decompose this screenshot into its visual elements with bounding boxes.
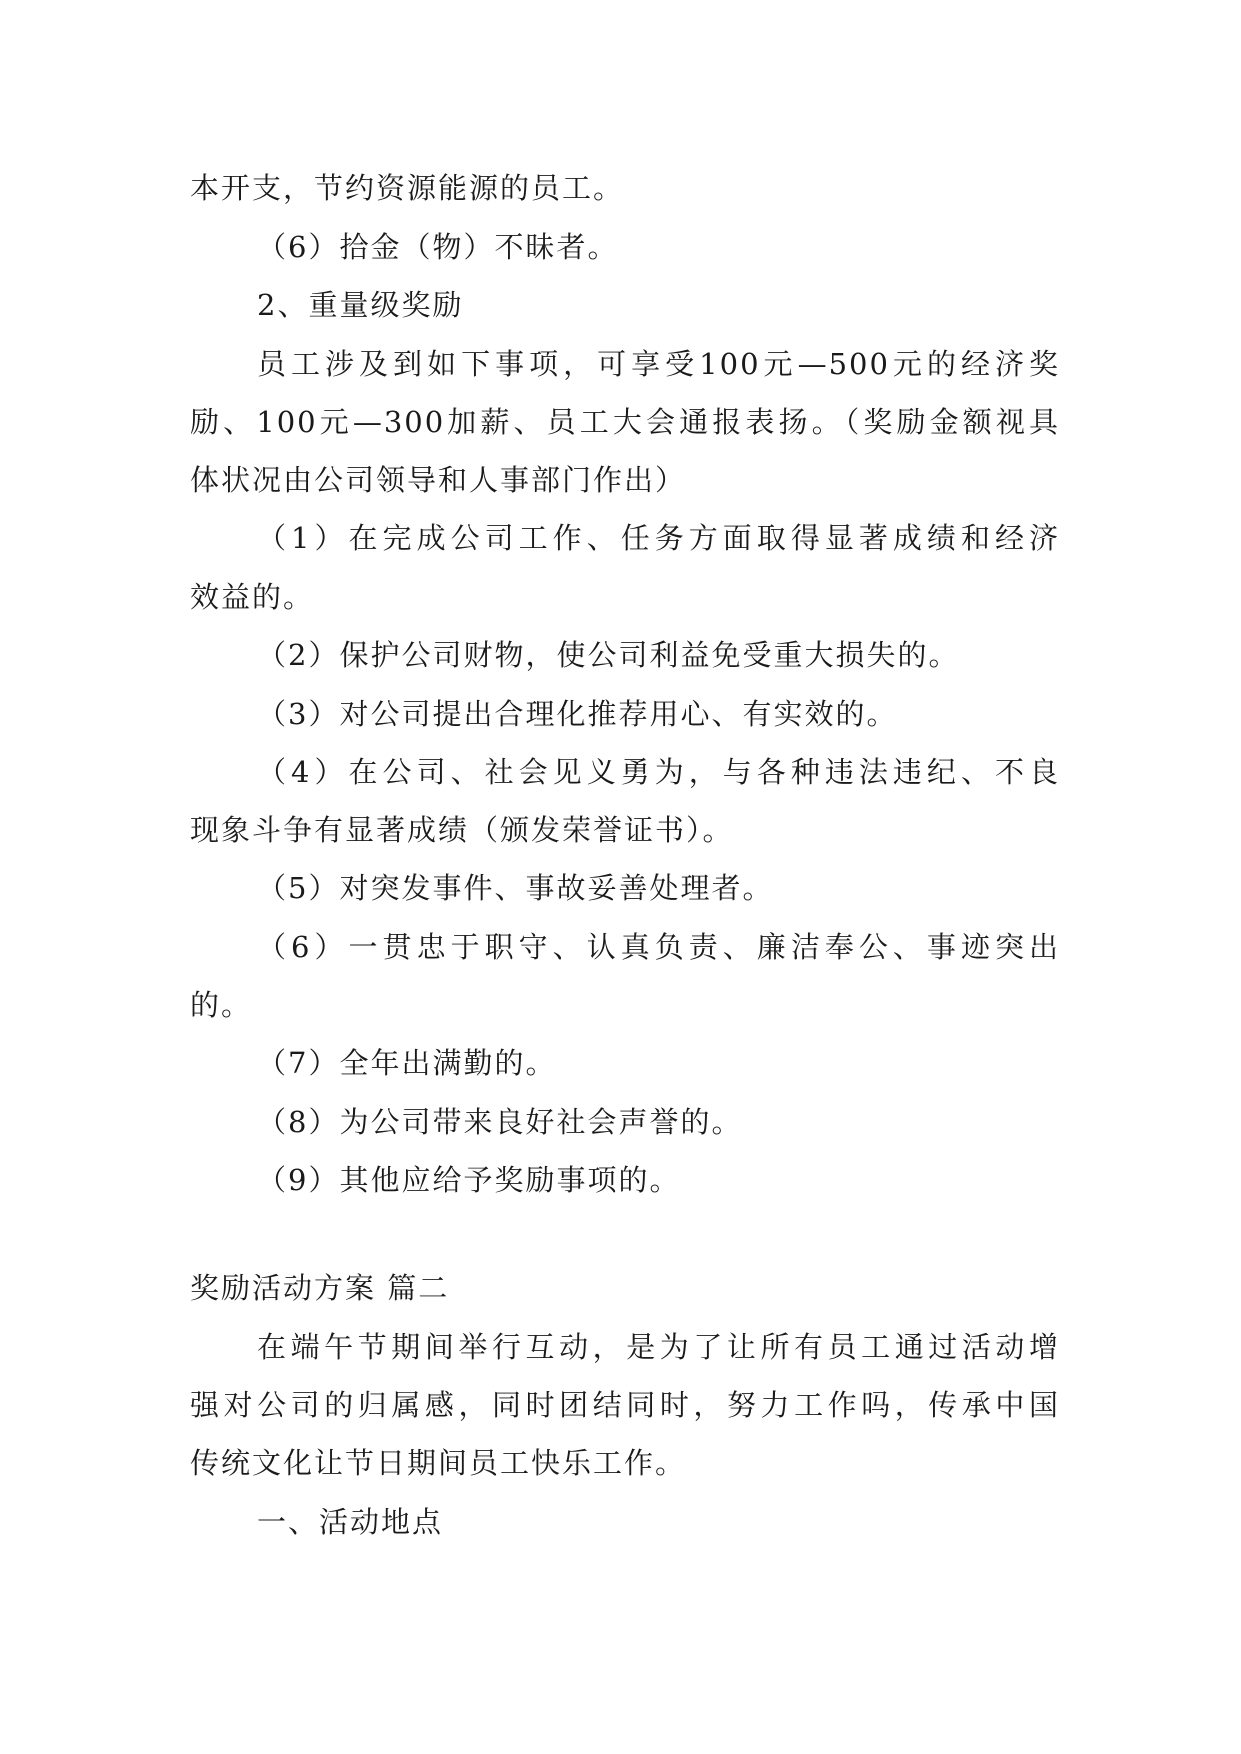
paragraph-line: 在端午节期间举行互动，是为了让所有员工通过活动增 [257, 1330, 1060, 1364]
paragraph-line: 效益的。 [190, 580, 315, 614]
section-title: 奖励活动方案 篇二 [190, 1271, 450, 1305]
list-item: （4）在公司、社会见义勇为，与各种违法违纪、不良 [257, 755, 1060, 789]
paragraph-line: 励、100元—300加薪、员工大会通报表扬。（奖励金额视具 [190, 405, 1060, 439]
paragraph-line: 传统文化让节日期间员工快乐工作。 [190, 1446, 687, 1480]
section-heading: 一、活动地点 [257, 1505, 444, 1539]
list-item: （9）其他应给予奖励事项的。 [257, 1163, 681, 1197]
section-heading: 2、重量级奖励 [257, 288, 464, 322]
list-item: （3）对公司提出合理化推荐用心、有实效的。 [257, 697, 898, 731]
paragraph-line: 现象斗争有显著成绩（颁发荣誉证书）。 [190, 813, 734, 847]
list-item: （8）为公司带来良好社会声誉的。 [257, 1105, 743, 1139]
paragraph-line: 员工涉及到如下事项，可享受100元—500元的经济奖 [257, 347, 1060, 381]
list-item: （2）保护公司财物，使公司利益免受重大损失的。 [257, 638, 960, 672]
list-item: （1）在完成公司工作、任务方面取得显著成绩和经济 [257, 521, 1060, 555]
paragraph-line: 本开支，节约资源能源的员工。 [190, 171, 625, 205]
list-item: （6）一贯忠于职守、认真负责、廉洁奉公、事迹突出 [257, 930, 1060, 964]
list-item: （6）拾金（物）不昧者。 [257, 230, 619, 264]
paragraph-line: 的。 [190, 988, 253, 1022]
paragraph-line: 强对公司的归属感，同时团结同时，努力工作吗，传承中国 [190, 1388, 1060, 1422]
list-item: （5）对突发事件、事故妥善处理者。 [257, 871, 774, 905]
paragraph-line: 体状况由公司领导和人事部门作出） [190, 463, 687, 497]
list-item: （7）全年出满勤的。 [257, 1046, 557, 1080]
